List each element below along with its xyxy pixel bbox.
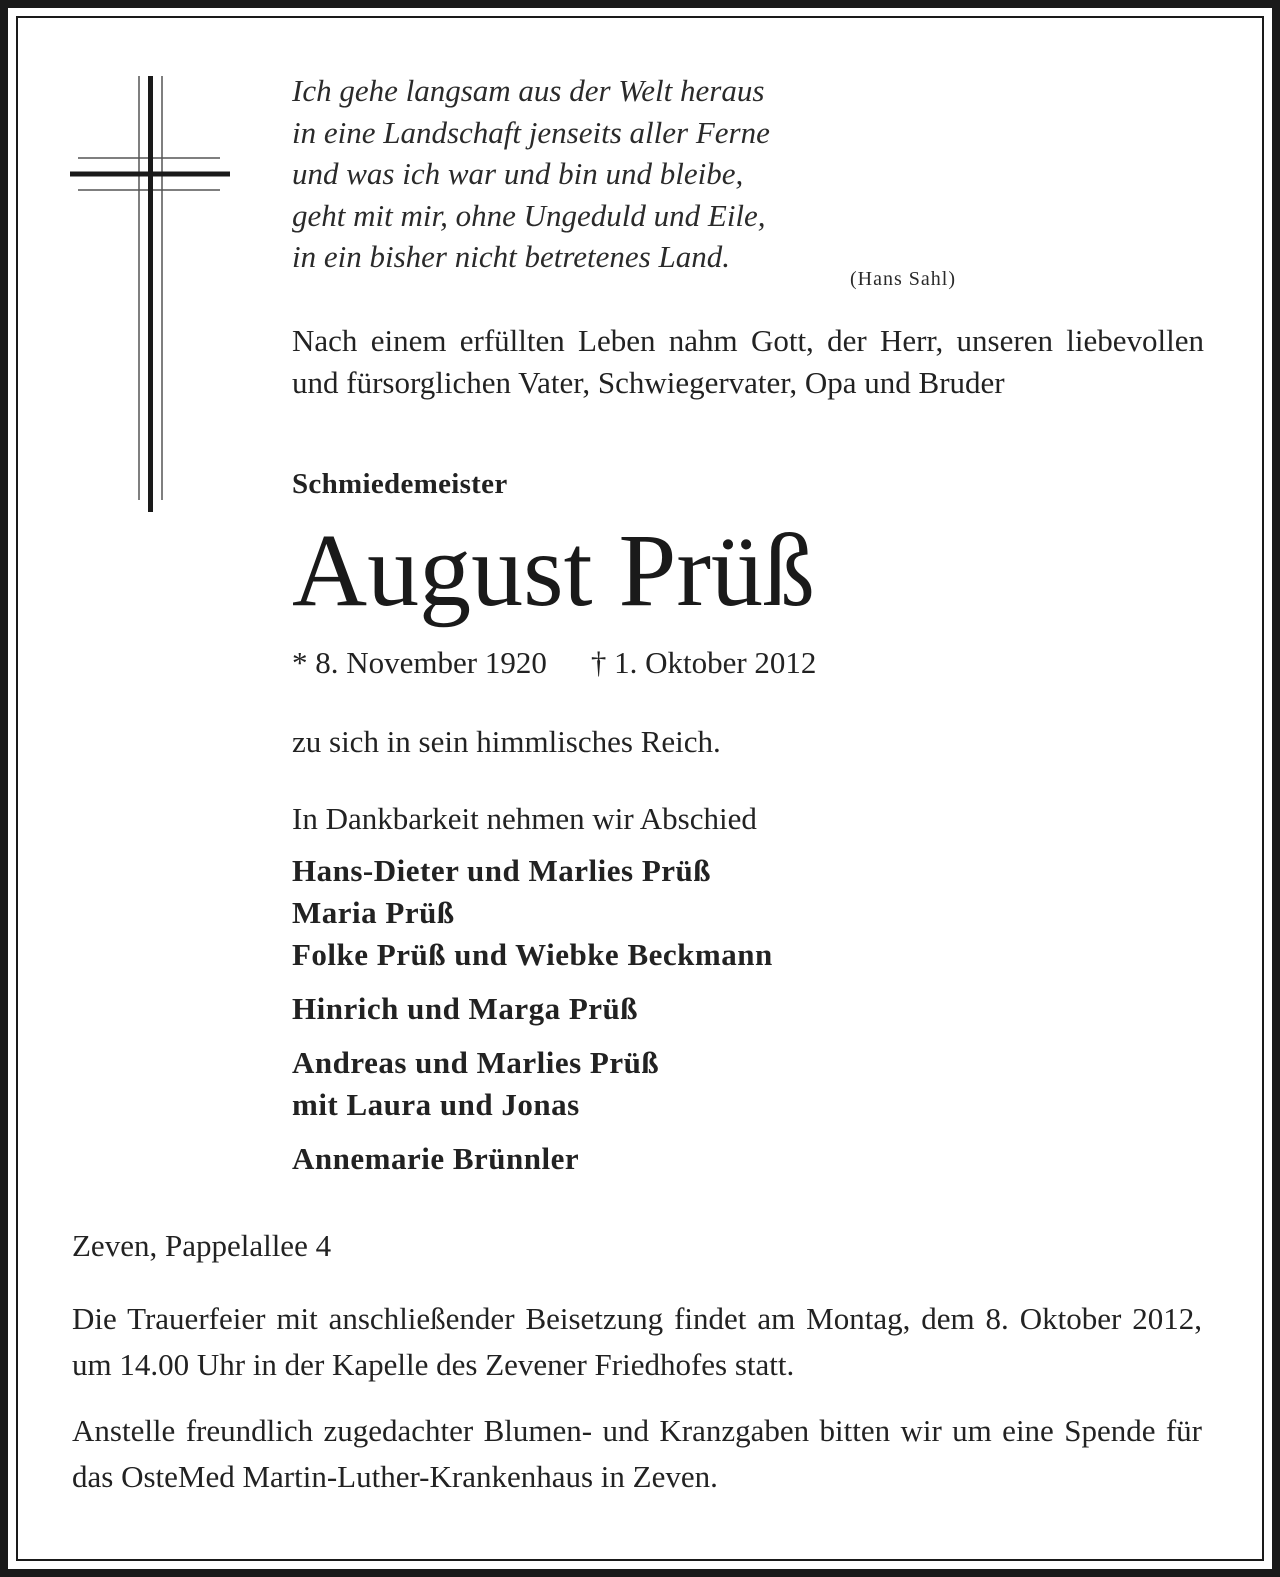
- mourner-name: Andreas und Marlies Prüß: [292, 1045, 660, 1080]
- life-dates: [292, 645, 1204, 681]
- intro-text: Nach einem erfüllten Leben nahm Gott, der Herr, unseren liebevollen und fürsorglichen Vater, Schwiegervater, Opa und Bruder: [292, 323, 1204, 400]
- poem-line: geht mit mir, ohne Ungeduld und Eile,: [292, 197, 766, 233]
- mourner-group: [292, 1138, 1204, 1180]
- death-date: † 1. Oktober 2012: [590, 645, 817, 680]
- cross-icon: [70, 76, 230, 512]
- mourners-list: [292, 850, 1204, 1192]
- mourner-group: [292, 1042, 1204, 1126]
- mourner-name: Folke Prüß und Wiebke Beckmann: [292, 937, 773, 972]
- address: Zeven, Pappelallee 4: [72, 1228, 332, 1263]
- poem-line: in eine Landschaft jenseits aller Ferne: [292, 114, 770, 150]
- poem-line: Ich gehe langsam aus der Welt heraus: [292, 73, 765, 108]
- mourner-name: Maria Prüß: [292, 895, 455, 930]
- donation-info: Anstelle freundlich zugedachter Blumen- und Kranzgaben bitten wir um eine Spende für das OsteMed Martin-Luther-Krankenhaus in Zeven.: [72, 1413, 1202, 1494]
- poem-author: (Hans Sahl): [850, 268, 956, 290]
- occupation: Schmiedemeister: [292, 468, 508, 500]
- poem-line: und was ich war und bin und bleibe,: [292, 156, 744, 191]
- mourner-name: Hans-Dieter und Marlies Prüß: [292, 853, 711, 888]
- mourner-group: [292, 850, 1204, 976]
- poem-line: in ein bisher nicht betretenes Land.: [292, 239, 730, 274]
- mourners-heading: In Dankbarkeit nehmen wir Abschied: [292, 801, 757, 836]
- mourner-name: Hinrich und Marga Prüß: [292, 991, 639, 1026]
- funeral-service-info: Die Trauerfeier mit anschließender Beisetzung findet am Montag, dem 8. Oktober 2012, um 14.00 Uhr in der Kapelle des Zevener Friedhofes statt.: [72, 1301, 1202, 1382]
- mourner-group: [292, 988, 1204, 1030]
- deceased-name: August Prüß: [292, 513, 815, 628]
- birth-date: * 8. November 1920: [292, 645, 547, 680]
- closing-text: zu sich in sein himmlisches Reich.: [292, 724, 721, 759]
- mourner-name: mit Laura und Jonas: [292, 1087, 580, 1122]
- poem: [292, 70, 1204, 278]
- mourner-name: Annemarie Brünnler: [292, 1141, 580, 1176]
